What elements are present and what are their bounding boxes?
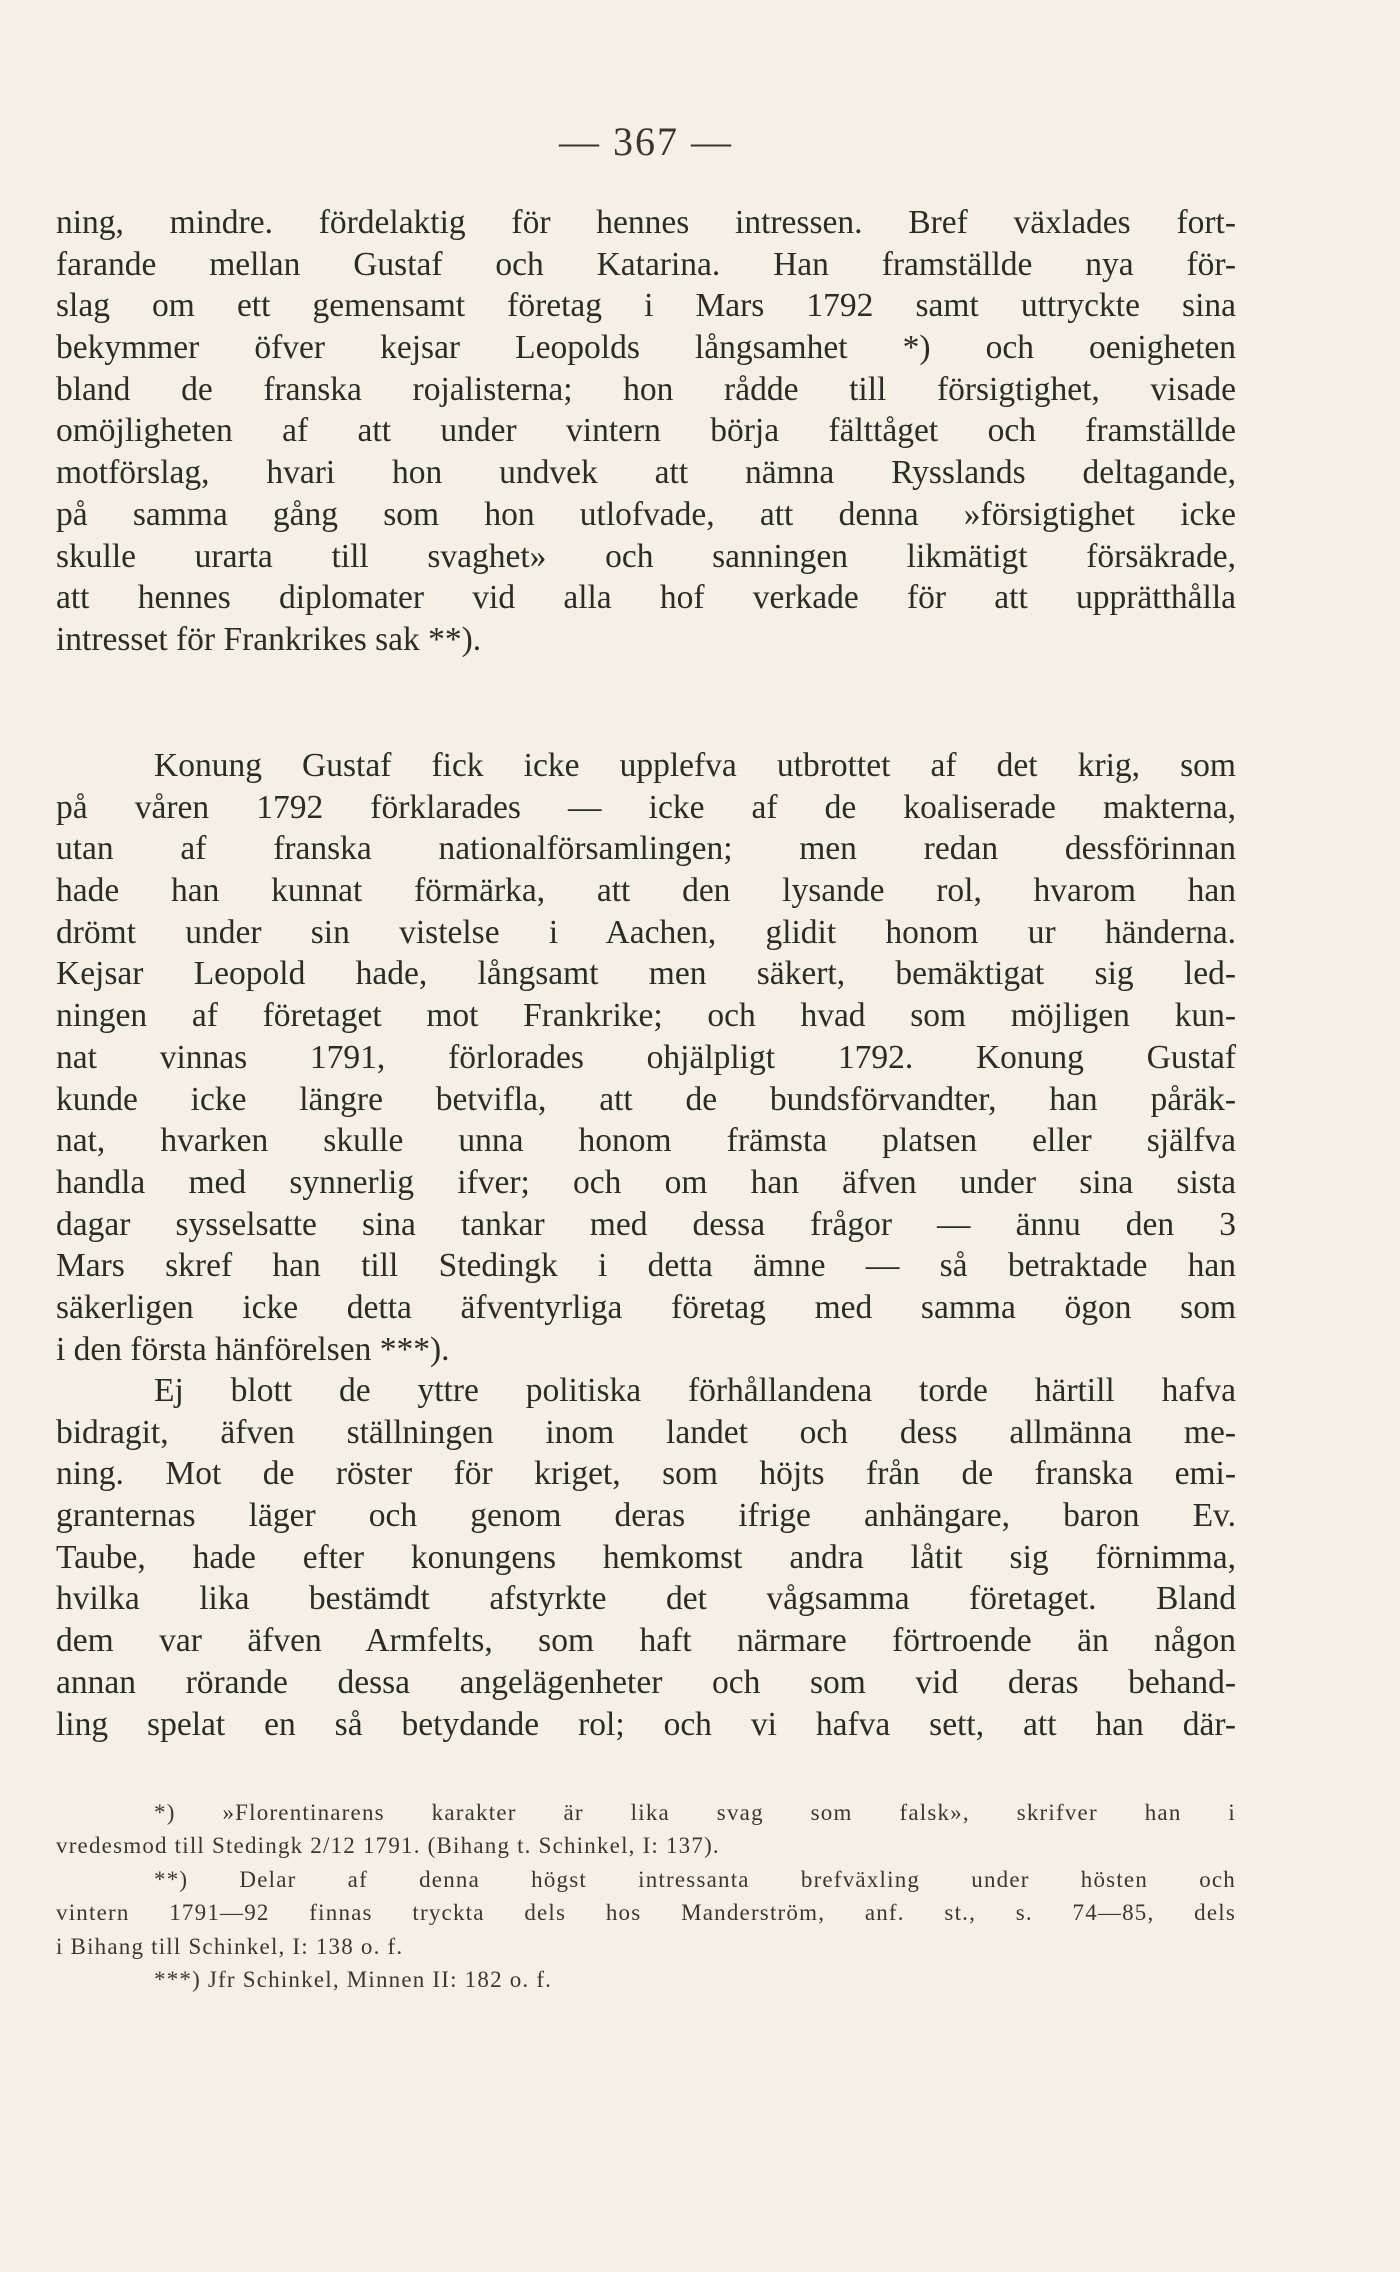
page-number: — 367 — (559, 119, 733, 164)
footnote-line: **) Delar af denna högst intressanta brefväxling under hösten och (154, 1866, 1236, 1892)
footnote-separator (56, 1765, 1236, 1766)
text-line: utan af franska nationalförsamlingen; men redan dessförinnan (56, 830, 1236, 868)
paragraph-2 (56, 745, 1236, 1370)
footnote-line: i Bihang till Schinkel, I: 138 o. f. (56, 1933, 404, 1959)
text-line: bland de franska rojalisterna; hon rådde till försigtighet, visade (56, 370, 1236, 408)
text-line: granternas läger och genom deras ifrige anhängare, baron Ev. (56, 1497, 1236, 1535)
text-line: ning. Mot de röster för kriget, som höjts från de franska emi- (56, 1455, 1236, 1493)
text-line: nat vinnas 1791, förlorades ohjälpligt 1792. Konung Gustaf (56, 1038, 1236, 1076)
footnote-line: vintern 1791—92 finnas tryckta dels hos Manderström, anf. st., s. 74—85, dels (56, 1900, 1236, 1926)
text-line: Kejsar Leopold hade, långsamt men säkert, bemäktigat sig led- (56, 955, 1236, 993)
text-line: annan rörande dessa angelägenheter och som vid deras behand- (56, 1663, 1236, 1701)
paragraph-3 (56, 1370, 1236, 1745)
text-line: ning, mindre. fördelaktig för hennes intressen. Bref växlades fort- (56, 204, 1236, 241)
text-line: dem var äfven Armfelts, som haft närmare förtroende än någon (56, 1622, 1236, 1660)
text-line: dagar sysselsatte sina tankar med dessa frågor — ännu den 3 (56, 1205, 1236, 1243)
text-line: kunde icke längre betvifla, att de bundsförvandter, han påräk- (56, 1080, 1236, 1118)
footnote-line: *) »Florentinarens karakter är lika svag som falsk», skrifver han i (154, 1800, 1236, 1825)
text-line: Mars skref han till Stedingk i detta ämne — så betraktade han (56, 1247, 1236, 1285)
footnote-line: vredesmod till Stedingk 2/12 1791. (Bihang t. Schinkel, I: 137). (56, 1833, 720, 1859)
text-line: bekymmer öfver kejsar Leopolds långsamhet *) och oenigheten (56, 329, 1236, 367)
text-line: nat, hvarken skulle unna honom främsta platsen eller själfva (56, 1122, 1236, 1160)
text-line: hade han kunnat förmärka, att den lysande rol, hvarom han (56, 872, 1236, 910)
text-line: ling spelat en så betydande rol; och vi hafva sett, att han där- (56, 1705, 1236, 1743)
text-line: farande mellan Gustaf och Katarina. Han framställde nya för- (56, 245, 1236, 283)
text-line: drömt under sin vistelse i Aachen, glidit honom ur händerna. (56, 913, 1236, 951)
paragraph-1 (56, 202, 1236, 661)
text-line: ningen af företaget mot Frankrike; och hvad som möjligen kun- (56, 997, 1236, 1035)
text-line: i den första hänförelsen ***). (56, 1330, 450, 1368)
footnote-line: ***) Jfr Schinkel, Minnen II: 182 o. f. (154, 1966, 553, 1992)
footnotes (56, 1796, 1236, 1996)
text-line: handla med synnerlig ifver; och om han äfven under sina sista (56, 1163, 1236, 1201)
text-line: slag om ett gemensamt företag i Mars 1792 samt uttryckte sina (56, 287, 1236, 325)
text-line: att hennes diplomater vid alla hof verkade för att upprätthålla (56, 579, 1236, 617)
text-line: omöjligheten af att under vintern börja fälttåget och framställde (56, 412, 1236, 450)
text-line: intresset för Frankrikes sak **). (56, 620, 482, 658)
text-line: på samma gång som hon utlofvade, att denna »försigtighet icke (56, 495, 1236, 533)
text-line: bidragit, äfven ställningen inom landet och dess allmänna me- (56, 1413, 1236, 1451)
book-page (56, 0, 1236, 2272)
text-line: säkerligen icke detta äfventyrliga företag med samma ögon som (56, 1288, 1236, 1326)
text-line: på våren 1792 förklarades — icke af de koaliserade makterna, (56, 788, 1236, 826)
text-line: motförslag, hvari hon undvek att nämna Rysslands deltagande, (56, 454, 1236, 492)
text-line: skulle urarta till svaghet» och sanningen likmätigt försäkrade, (56, 537, 1236, 575)
text-line: Ej blott de yttre politiska förhållandena torde härtill hafva (154, 1372, 1236, 1409)
text-line: Konung Gustaf fick icke upplefva utbrottet af det krig, som (154, 747, 1236, 784)
text-line: Taube, hade efter konungens hemkomst andra låtit sig förnimma, (56, 1538, 1236, 1576)
text-line: hvilka lika bestämdt afstyrkte det vågsamma företaget. Bland (56, 1580, 1236, 1618)
